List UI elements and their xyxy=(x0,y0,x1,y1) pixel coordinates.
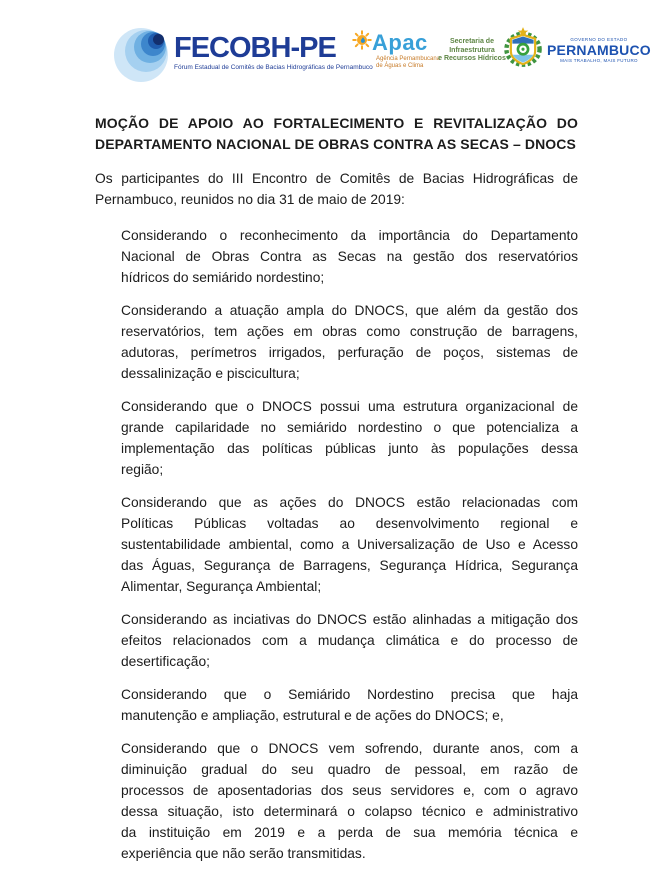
document-title xyxy=(95,113,578,155)
intro-line: Pernambuco, reunidos no dia 31 de maio de 2019: xyxy=(95,192,405,207)
governo-slogan: MAIS TRABALHO, MAIS FUTURO xyxy=(560,57,638,63)
paragraph-line: hídricos do semiárido nordestino; xyxy=(121,270,325,285)
pernambuco-logo xyxy=(504,26,651,73)
paragraph xyxy=(121,396,578,480)
logo-header xyxy=(0,0,666,108)
fecobh-wordmark: FECOBH-PE xyxy=(174,32,336,64)
paragraph-line: Alimentar, Segurança Ambiental; xyxy=(121,579,322,594)
paragraph-line: desertificação; xyxy=(121,654,210,669)
fecobh-tagline: Fórum Estadual de Comitês de Bacias Hidrográficas de Pernambuco xyxy=(174,64,373,71)
paragraph xyxy=(121,300,578,384)
paragraph-line: Considerando que o Semiárido Nordestino precisa que haja xyxy=(121,687,578,702)
paragraph-line: manutenção e ampliação, estrutural e de ações do DNOCS; e, xyxy=(121,708,504,723)
fecobh-circles-icon xyxy=(112,22,170,82)
paragraph-line: experiência que não serão transmitidas. xyxy=(121,846,366,861)
paragraph-line: Considerando o reconhecimento da importância do Departamento xyxy=(121,228,578,243)
intro-paragraph xyxy=(95,168,578,210)
paragraph xyxy=(121,684,578,726)
title-line: MOÇÃO DE APOIO AO FORTALECIMENTO E REVITALIZAÇÃO DO xyxy=(95,115,578,131)
paragraph-line: região; xyxy=(121,462,164,477)
paragraph-line: da instituição em 2019 e a perda de sua memória técnica e xyxy=(121,825,578,840)
governo-label: GOVERNO DO ESTADO xyxy=(570,36,628,42)
secretaria-text: Secretaria de Infraestrutura e Recursos Hídricos xyxy=(438,38,506,62)
paragraph-line: processos de aposentadorias dos seus servidores e, com o agravo xyxy=(121,783,578,798)
paragraph xyxy=(121,609,578,672)
paragraph xyxy=(121,492,578,597)
paragraph-line: Considerando a atuação ampla do DNOCS, que além da gestão dos xyxy=(121,303,578,318)
apac-sun-icon xyxy=(352,30,372,55)
paragraph xyxy=(121,738,578,864)
paragraph-line: grande capilaridade no semiárido nordestino o que potencializa a xyxy=(121,420,578,435)
paragraph-line: dessalinização e piscicultura; xyxy=(121,366,300,381)
paragraph xyxy=(121,225,578,288)
paragraph-line: Considerando que o DNOCS vem sofrendo, durante anos, com a xyxy=(121,741,578,756)
paragraph-line: adutoras, perímetros irrigados, perfuração de poços, sistemas de xyxy=(121,345,578,360)
paragraph-line: Políticas Públicas voltadas ao desenvolvimento regional e xyxy=(121,516,578,531)
document-body xyxy=(95,113,578,864)
apac-tagline: Agência Pernambucana de Águas e Clima xyxy=(376,56,441,69)
governo-text-block xyxy=(547,37,651,63)
pernambuco-coat-of-arms-icon xyxy=(504,26,542,73)
paragraph-line: sustentabilidade ambiental, como a Universalização de Uso e Acesso xyxy=(121,537,578,552)
title-line: DEPARTAMENTO NACIONAL DE OBRAS CONTRA AS SECAS – DNOCS xyxy=(95,136,576,152)
paragraph-line: Considerando as inciativas do DNOCS estão alinhadas a mitigação dos xyxy=(121,612,578,627)
paragraph-line: efeitos relacionados com a mudança climática e do processo de xyxy=(121,633,578,648)
paragraph-line: diminuição gradual do seu quadro de pessoal, em razão de xyxy=(121,762,578,777)
apac-wordmark: Apac xyxy=(372,29,428,55)
apac-logo xyxy=(352,30,440,70)
paragraph-line: implementação das políticas públicas junto às populações dessa xyxy=(121,441,578,456)
paragraph-line: Considerando que as ações do DNOCS estão relacionadas com xyxy=(121,495,578,510)
paragraph-line: das Águas, Segurança de Barragens, Segurança Hídrica, Segurança xyxy=(121,558,578,573)
fecobh-logo xyxy=(112,22,373,82)
fecobh-text-block xyxy=(174,33,373,71)
secretaria-logo xyxy=(437,38,507,64)
paragraph-line: Nacional de Obras Contra as Secas na gestão dos reservatórios xyxy=(121,249,578,264)
paragraph-line: Considerando que o DNOCS possui uma estrutura organizacional de xyxy=(121,399,578,414)
intro-line: Os participantes do III Encontro de Comitês de Bacias Hidrográficas de xyxy=(95,171,578,186)
paragraph-line: dessa situação, isto determinará o colapso técnico e administrativo xyxy=(121,804,578,819)
considerando-paragraphs xyxy=(95,225,578,864)
pernambuco-wordmark: PERNAMBUCO xyxy=(547,41,651,58)
paragraph-line: reservatórios, tem ações em obras como construção de barragens, xyxy=(121,324,578,339)
